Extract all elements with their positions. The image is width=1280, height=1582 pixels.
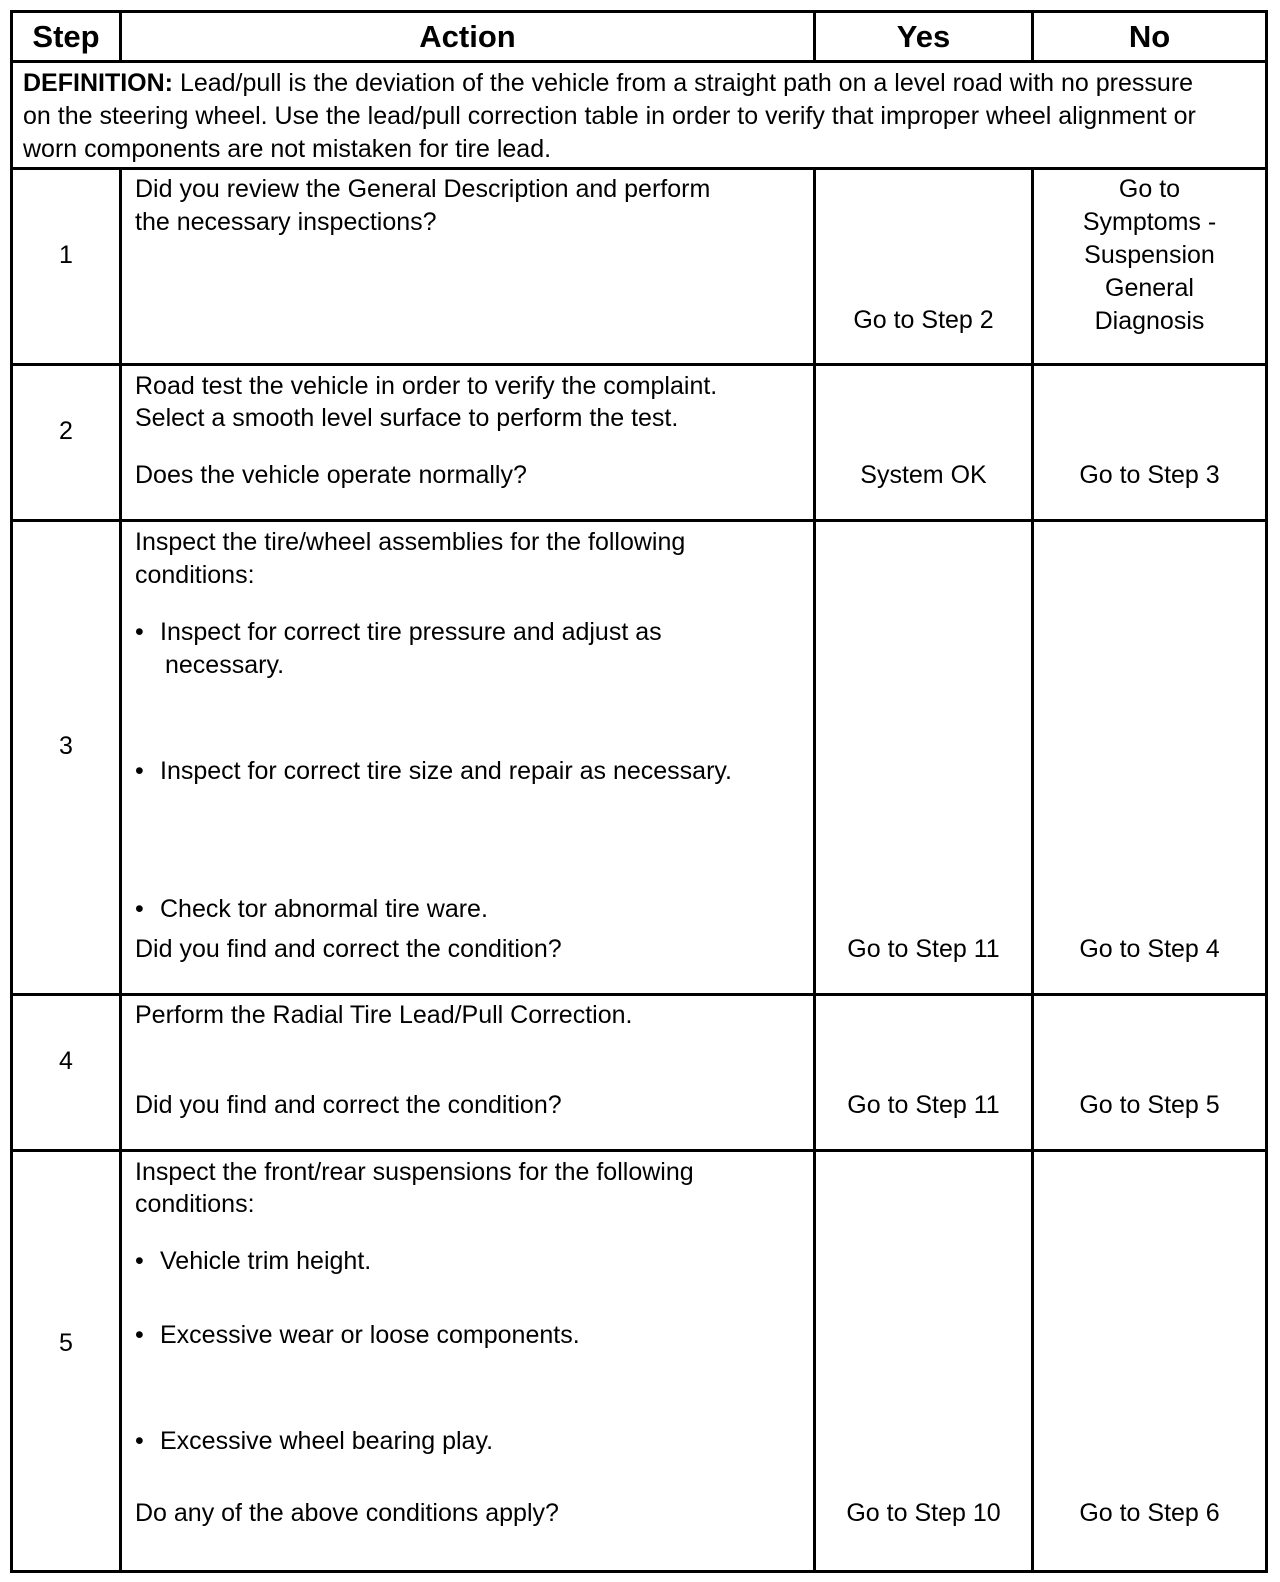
step-number: 5 — [59, 1329, 73, 1357]
step-number: 2 — [59, 417, 73, 445]
header-no: No — [1128, 19, 1171, 54]
yes-result: Go to Step 11 — [847, 935, 1000, 963]
column-divider — [119, 167, 122, 1570]
bullet-text: Inspect for correct tire size and repair as necessary. — [160, 757, 732, 785]
bullet-text: Inspect for correct tire pressure and adjust as — [160, 618, 662, 646]
definition-body: Lead/pull is the deviation of the vehicle from a straight path on a level road with no pressure on the steering wheel. Use the lead/pull correction table in order to verify that improper wheel alignment or worn components are not mistaken for tire lead. — [23, 69, 1196, 163]
no-result: Go to — [1118, 175, 1181, 203]
bullet-icon: • — [135, 895, 144, 923]
action-question: Does the vehicle operate normally? — [135, 461, 527, 489]
action-question: Did you find and correct the condition? — [135, 935, 562, 963]
header-action: Action — [419, 19, 516, 54]
step-number: 3 — [59, 732, 73, 760]
yes-result: Go to Step 11 — [847, 1091, 1000, 1119]
bullet-text: Vehicle trim height. — [160, 1247, 372, 1275]
action-text: conditions: — [135, 561, 255, 589]
bullet-icon: • — [135, 1321, 144, 1349]
row-divider — [13, 1149, 1265, 1152]
no-result: General — [1105, 274, 1194, 302]
definition-text — [23, 67, 1223, 166]
bullet-text: necessary. — [165, 651, 285, 679]
header-step: Step — [32, 19, 100, 54]
action-text: Inspect the tire/wheel assemblies for the following — [135, 528, 686, 556]
yes-result: System OK — [860, 461, 987, 489]
action-text: Perform the Radial Tire Lead/Pull Correction. — [135, 1001, 633, 1029]
step-number: 1 — [59, 241, 73, 269]
bullet-icon: • — [135, 618, 144, 646]
diagnostic-table — [10, 10, 1268, 1573]
action-text: Inspect the front/rear suspensions for the following — [135, 1158, 694, 1186]
column-divider — [813, 167, 816, 1570]
bullet-icon: • — [135, 1247, 144, 1275]
bullet-text: Check tor abnormal tire ware. — [160, 895, 488, 923]
row-divider — [13, 519, 1265, 522]
column-divider — [1031, 167, 1034, 1570]
yes-result: Go to Step 2 — [853, 306, 994, 334]
definition-label: DEFINITION: — [23, 69, 173, 97]
no-result: Diagnosis — [1094, 307, 1205, 335]
no-result: Go to Step 6 — [1079, 1499, 1220, 1527]
no-result: Go to Step 4 — [1079, 935, 1220, 963]
no-result: Suspension — [1084, 241, 1215, 269]
action-text: conditions: — [135, 1190, 255, 1218]
header-divider — [13, 60, 1265, 63]
bullet-text: Excessive wheel bearing play. — [160, 1427, 494, 1455]
no-result: Symptoms - — [1082, 208, 1217, 236]
definition-divider — [13, 167, 1265, 170]
step-number: 4 — [59, 1047, 73, 1075]
action-question: Did you find and correct the condition? — [135, 1091, 562, 1119]
action-text: the necessary inspections? — [135, 208, 437, 236]
no-result: Go to Step 5 — [1079, 1091, 1220, 1119]
action-text: Road test the vehicle in order to verify the complaint. — [135, 372, 718, 400]
row-divider — [13, 993, 1265, 996]
bullet-icon: • — [135, 757, 144, 785]
header-yes: Yes — [896, 19, 951, 54]
action-text: Select a smooth level surface to perform the test. — [135, 404, 679, 432]
bullet-icon: • — [135, 1427, 144, 1455]
row-divider — [13, 363, 1265, 366]
bullet-text: Excessive wear or loose components. — [160, 1321, 580, 1349]
action-question: Do any of the above conditions apply? — [135, 1499, 559, 1527]
action-text: Did you review the General Description and perform — [135, 175, 711, 203]
no-result: Go to Step 3 — [1079, 461, 1220, 489]
yes-result: Go to Step 10 — [846, 1499, 1001, 1527]
